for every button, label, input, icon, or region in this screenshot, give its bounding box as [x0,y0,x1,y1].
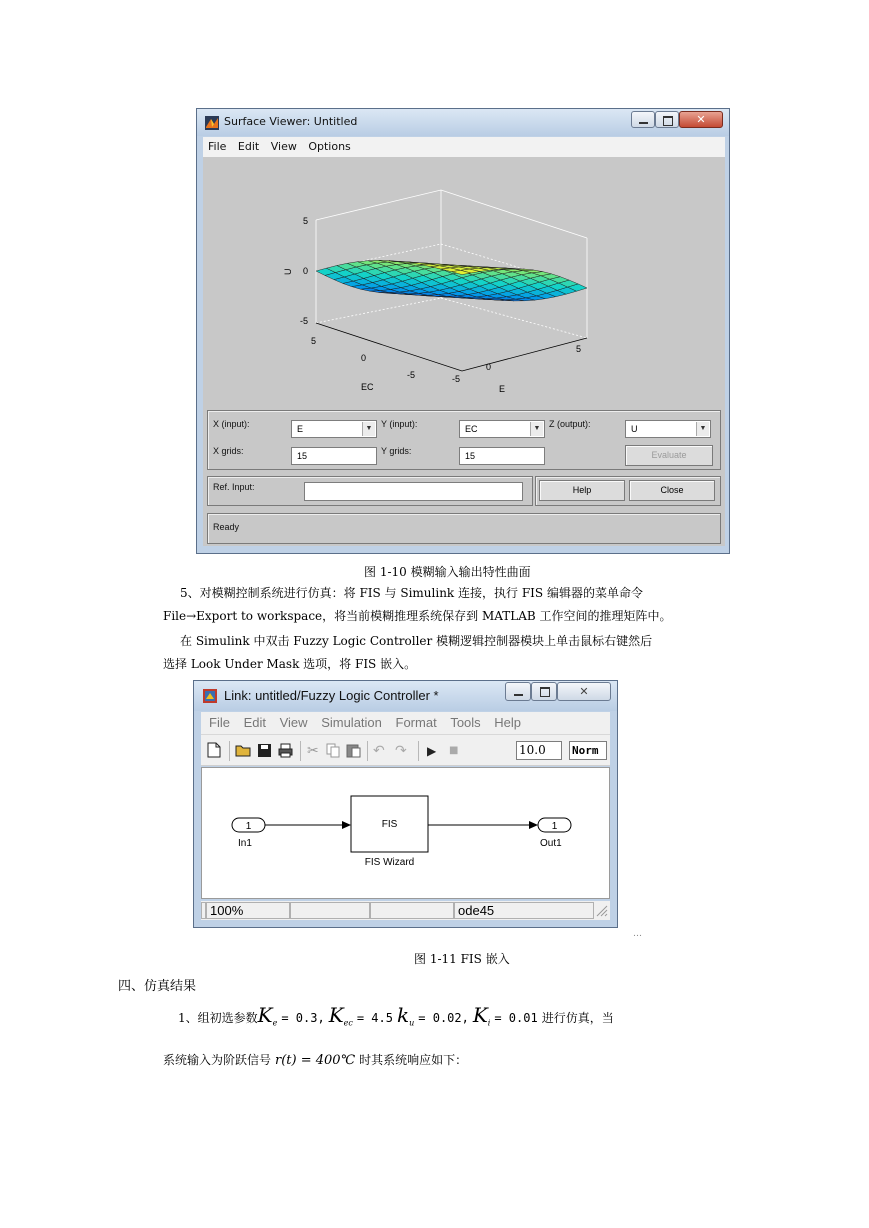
close-window-button[interactable] [679,111,723,128]
parameter-symbol: k [396,1003,410,1027]
status-segment [370,902,454,919]
parameter-symbol: K [328,1003,344,1027]
x-input-select[interactable] [291,420,377,438]
x-grids-label: X grids: [213,446,244,456]
parameter-value: = 0.02, [418,1011,469,1025]
chevron-down-icon: ▼ [530,422,543,436]
y-tick: 5 [311,336,317,346]
play-icon[interactable]: ▶ [427,744,437,758]
parameter-subscript: e [272,1018,278,1028]
y-input-select[interactable] [459,420,545,438]
matlab-icon [205,116,219,130]
fis-block[interactable] [351,796,428,852]
parameter-value: = 0.01 [494,1011,538,1025]
fis-block-caption: FIS Wizard [364,857,415,868]
z-tick: 0 [303,266,309,276]
redo-icon[interactable]: ↷ [395,743,407,759]
simulink-icon [203,689,217,703]
controls-panel [203,406,725,546]
result-line2-prefix: 系统输入为阶跃信号 [163,1053,272,1067]
y-input-label: Y (input): [381,419,418,429]
result-line1-prefix: 1、组初选参数 [178,1011,258,1025]
z-output-select[interactable] [625,420,711,438]
result-line1-suffix: 进行仿真，当 [541,1011,614,1025]
parameter-formula [396,1003,469,1028]
y-grids-label: Y grids: [381,446,412,456]
x-grids-input[interactable]: 15 [291,447,377,465]
new-file-icon[interactable] [207,742,221,758]
status-segment [290,902,370,919]
toolbar-separator [367,741,368,761]
y-grids-input[interactable]: 15 [459,447,545,465]
copy-icon[interactable] [326,743,341,758]
menu-format[interactable]: Format [395,715,437,730]
minimize-button[interactable] [505,682,531,701]
menu-options[interactable]: Options [308,140,351,153]
undo-icon[interactable]: ↶ [373,743,385,759]
z-output-label: Z (output): [549,419,591,429]
resize-grip-icon[interactable] [595,904,608,917]
paragraph-look-under-mask-line2: 选择 Look Under Mask 选项，将 FIS 嵌入。 [163,657,417,671]
title-bar [194,681,617,711]
y-input-value: EC [465,424,478,434]
parameter-list [257,1003,542,1028]
maximize-icon [663,116,673,126]
menu-tools[interactable]: Tools [450,715,481,730]
input-signal-formula: r(t) = 400℃ [275,1053,356,1068]
help-button[interactable]: Help [539,480,625,501]
surface-mesh [316,260,587,301]
close-window-button[interactable] [557,682,611,701]
toolbar [201,734,610,766]
paragraph-look-under-mask-line1: 在 Simulink 中双击 Fuzzy Logic Controller 模糊逻辑控制器模块上单击鼠标右键然后 [180,634,653,648]
toolbar-separator [418,741,419,761]
x-axis-label: E [499,384,506,394]
status-bar [201,901,610,920]
cut-icon[interactable]: ✂ [307,743,319,759]
in-port-block[interactable] [232,818,265,832]
stop-time-input[interactable]: 10.0 [516,741,562,760]
paste-icon[interactable] [346,743,361,758]
open-folder-icon[interactable] [235,743,253,757]
ref-input-label: Ref. Input: [213,482,255,492]
close-icon: ✕ [579,685,589,698]
surface-plot-area[interactable] [203,158,725,406]
model-canvas[interactable] [201,767,610,899]
ellipsis-mark: … [633,929,642,939]
parameter-value: = 4.5 [356,1011,393,1025]
x-tick: 5 [576,344,582,354]
out-port-block[interactable] [538,818,571,832]
toolbar-separator [300,741,301,761]
plot-box-front [316,323,587,371]
menu-edit[interactable]: Edit [237,140,260,153]
out-port-number: 1 [551,821,558,832]
stop-icon[interactable]: ■ [449,745,459,756]
block-diagram[interactable] [202,768,609,898]
status-text: Ready [213,522,240,532]
simulation-mode-select[interactable]: Norm [569,741,607,760]
y-tick: 0 [361,353,367,363]
out-port-label: Out1 [540,838,562,849]
section-heading: 四、仿真结果 [118,979,197,994]
maximize-icon [540,687,550,697]
x-input-label: X (input): [213,419,250,429]
signal-line-in[interactable] [265,821,351,829]
menu-simulation[interactable]: Simulation [321,715,382,730]
result-line2-suffix: 时其系统响应如下： [359,1053,468,1067]
figure-caption-1-11: 图 1-11 FIS 嵌入 [414,952,510,966]
parameter-formula [257,1003,325,1028]
result-line-1 [178,1003,614,1033]
maximize-button[interactable] [531,682,557,701]
menu-bar [201,712,610,734]
minimize-button[interactable] [631,111,655,128]
parameter-formula [472,1003,538,1028]
in-port-number: 1 [245,821,252,832]
title-bar [197,109,729,136]
menu-view[interactable]: View [279,715,308,730]
y-tick: -5 [407,370,416,380]
toolbar-separator [229,741,230,761]
minimize-icon [514,694,523,696]
ref-input-field[interactable] [304,482,523,501]
chevron-down-icon: ▼ [696,422,709,436]
parameter-formula [328,1003,393,1028]
parameter-value: = 0.3, [281,1011,325,1025]
result-line-2 [163,1051,467,1068]
fis-block-text: FIS [381,819,398,830]
in-port-label: In1 [238,838,252,849]
menu-bar [203,137,725,158]
print-icon[interactable] [277,743,294,758]
parameter-subscript: i [487,1018,491,1028]
window-title: Link: untitled/Fuzzy Logic Controller * [224,688,439,703]
menu-file[interactable]: File [209,715,230,730]
z-output-value: U [631,424,638,434]
close-button[interactable]: Close [629,480,715,501]
paragraph-5-line2: File→Export to workspace，将当前模糊推理系统保存到 MATLAB 工作空间的推理矩阵中。 [163,609,672,623]
maximize-button[interactable] [655,111,679,128]
surface-viewer-window [196,108,730,554]
z-tick: -5 [300,316,309,326]
window-title: Surface Viewer: Untitled [224,115,358,128]
figure-caption-1-10: 图 1-10 模糊输入输出特性曲面 [364,565,531,579]
parameter-subscript: ec [343,1018,353,1028]
parameter-symbol: K [472,1003,488,1027]
parameter-symbol: K [257,1003,273,1027]
status-frame [207,513,721,544]
y-axis-label: EC [361,382,374,392]
signal-line-out[interactable] [428,821,538,829]
z-axis-label: U [283,268,293,275]
menu-file[interactable]: File [208,140,227,153]
menu-edit[interactable]: Edit [243,715,266,730]
x-tick: -5 [452,374,461,384]
surface-plot[interactable] [203,158,725,406]
save-icon[interactable] [257,743,272,758]
parameter-subscript: u [409,1018,415,1028]
x-input-value: E [297,424,304,434]
evaluate-button[interactable]: Evaluate [625,445,713,466]
paragraph-5-line1: 5、对模糊控制系统进行仿真：将 FIS 与 Simulink 连接，执行 FIS 编辑器的菜单命令 [180,586,643,600]
minimize-icon [639,122,648,124]
status-solver: ode45 [454,902,594,919]
chevron-down-icon: ▼ [362,422,375,436]
status-zoom: 100% [206,902,290,919]
x-tick: 0 [486,362,492,372]
menu-help[interactable]: Help [494,715,522,730]
z-tick: 5 [303,216,309,226]
simulink-window [193,680,618,928]
menu-view[interactable]: View [270,140,297,153]
close-icon: ✕ [696,113,706,126]
